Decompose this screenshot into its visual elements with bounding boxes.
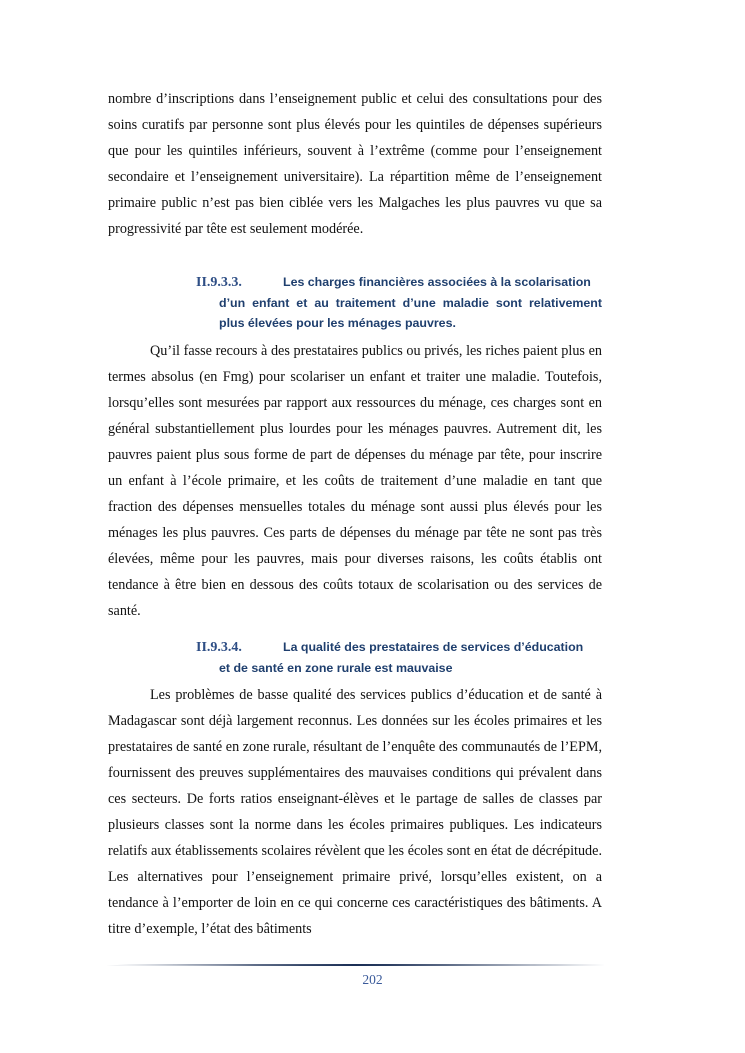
section-title-line1: La qualité des prestataires de services d’éducation — [283, 640, 584, 654]
page-number: 202 — [362, 972, 383, 987]
paragraph-financial-charges: Qu’il fasse recours à des prestataires publics ou privés, les riches paient plus en termes absolus (en Fmg) pour scolariser un enfant et traiter une maladie. Toutefois, lorsqu’elles sont mesurées par rapport aux ressources du ménage, ces charges sont en général substantiellement plus lourdes pour les ménages pauvres. Autrement dit, les pauvres paient plus sous forme de part de dépenses du ménage par tête, pour inscrire un enfant à l’école primaire, et les coûts de traitement d’une maladie en tant que fraction des dépenses mensuelles totales du ménage sont aussi plus élevés pour les ménages les plus pauvres. Ces parts de dépenses du ménage par tête ne sont pas très élevées, même pour les pauvres, mais pour diverses raisons, les coûts établis ont tendance à être bien en dessous des coûts totaux de scolarisation ou des services de santé. — [108, 343, 602, 619]
footer-divider-line — [106, 963, 606, 967]
section-heading-2-9-3-4 — [196, 637, 602, 678]
section-title-continued: d’un enfant et au traitement d’une maladie sont relativement plus élevées pour les ménages pauvres. — [219, 296, 602, 330]
section-title-line1: Les charges financières associées à la scolarisation — [283, 275, 591, 289]
paragraph-intro: nombre d’inscriptions dans l’enseignement public et celui des consultations pour des soins curatifs par personne sont plus élevés pour les quintiles de dépenses supérieurs que pour les quintiles inférieurs, souvent à l’extrême (comme pour l’enseignement secondaire et l’enseignement universitaire). La répartition même de l’enseignement primaire public n’est pas bien ciblée vers les Malgaches les plus pauvres vu que sa progressivité par tête est seulement modérée. — [108, 91, 602, 237]
section-heading-2-9-3-3 — [196, 272, 602, 333]
paragraph-service-quality: Les problèmes de basse qualité des services publics d’éducation et de santé à Madagascar sont déjà largement reconnus. Les données sur les écoles primaires et les prestataires de santé en zone rurale, résultant de l’enquête des communautés de l’EPM, fournissent des preuves supplémentaires des mauvaises conditions qui prévalent dans ces secteurs. De forts ratios enseignant-élèves et le partage de salles de classes par plusieurs classes sont la norme dans les écoles primaires publiques. Les indicateurs relatifs aux établissements scolaires révèlent que les écoles sont en état de décrépitude. Les alternatives pour l’enseignement primaire privé, lorsqu’elles existent, on a tendance à l’emporter de loin en ce qui concerne ces caractéristiques des bâtiments. A titre d’exemple, l’état des bâtiments — [108, 687, 603, 937]
section-title-continued: et de santé en zone rurale est mauvaise — [219, 661, 453, 675]
section-number: II.9.3.3. — [196, 275, 242, 290]
section-number: II.9.3.4. — [196, 640, 242, 655]
